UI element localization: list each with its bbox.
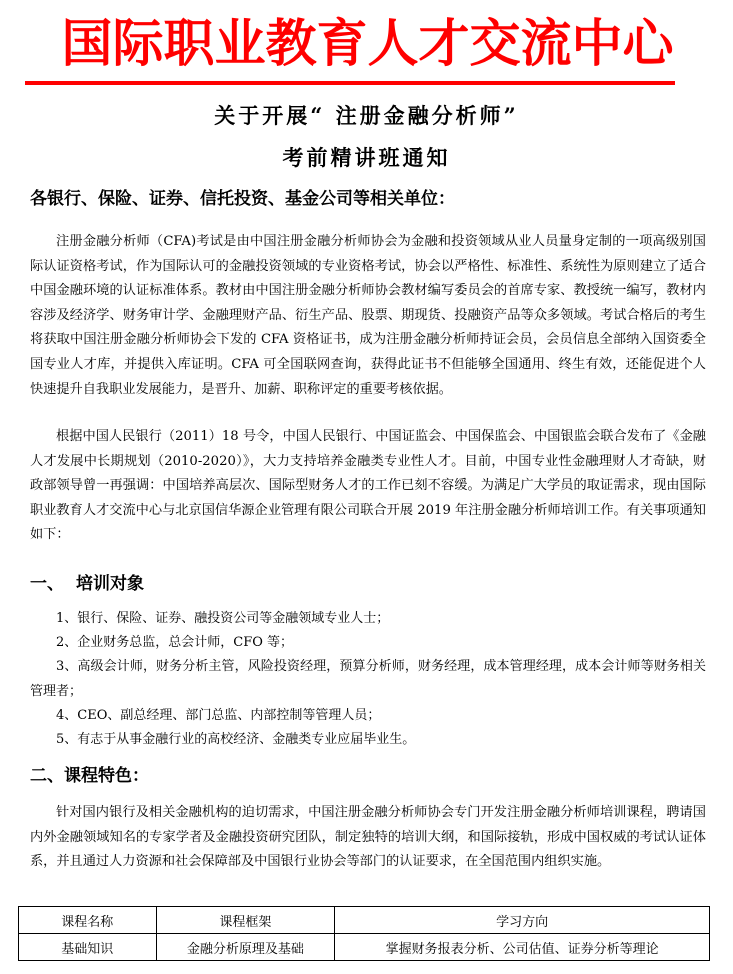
- course-table: [18, 906, 710, 961]
- header: [0, 14, 733, 76]
- paragraph-cfa-intro: 注册金融分析师（CFA)考试是由中国注册金融分析师协会为金融和投资领域从业人员量身定制的一项高级别国际认证资格考试，作为国际认可的金融投资领域的专业资格考试，协会以严格性、标准性、系统性为原则建立了适合中国金融环境的认证标准体系。教材由中国注册金融分析师协会教材编写委员会的首席专家、教授统一编写，教材内容涉及经济学、财务审计学、金融理财产品、衍生产品、股票、期现货、投融资产品等众多领域。考试合格后的考生将获取中国注册金融分析师协会下发的 CFA 资格证书，成为注册金融分析师持证会员，会员信息全部纳入国资委全国专业人才库，并提供入库证明。CFA 可全国联网查询，获得此证书不但能够全国通用、终生有效，还能促进个人快速提升自我职业发展能力，是晋升、加薪、职称评定的重要考核依据。: [30, 234, 706, 397]
- table-header-cell: 学习方向: [335, 907, 710, 934]
- table-header-cell: 课程框架: [156, 907, 335, 934]
- paragraph-background: 根据中国人民银行（2011）18 号令，中国人民银行、中国证监会、中国保监会、中国银监会联合发布了《金融人才发展中长期规划（2010-2020）》，大力支持培养金融类专业性人才。目前，中国专业性金融理财人才奇缺，财政部领导曾一再强调：中国培养高层次、国际型财务人才的工作已刻不容缓。为满足广大学员的取证需求，现由国际职业教育人才交流中心与北京国信华源企业管理有限公司联合开展 2019 年注册金融分析师培训工作。有关事项通知如下：: [30, 429, 706, 543]
- salutation: 各银行、保险、证券、信托投资、基金公司等相关单位：: [30, 189, 455, 209]
- section-heading-course-features: 二、课程特色：: [30, 766, 149, 786]
- training-target-list: [30, 607, 706, 752]
- list-item: 1、银行、保险、证券、融投资公司等金融领域专业人士；: [56, 611, 390, 626]
- notice-title-line2: 考前精讲班通知: [282, 145, 451, 170]
- table-row: [19, 934, 710, 961]
- table-cell: 金融分析原理及基础: [156, 934, 335, 961]
- section-number: 一、: [30, 574, 64, 594]
- notice-title-line1: 关于开展“ 注册金融分析师”: [214, 103, 519, 128]
- red-divider: [25, 81, 675, 85]
- table-header-cell: 课程名称: [19, 907, 157, 934]
- paragraph-course-features: 针对国内银行及相关金融机构的迫切需求，中国注册金融分析师协会专门开发注册金融分析师培训课程，聘请国内外金融领域知名的专家学者及金融投资研究团队，制定独特的培训大纲，和国际接轨，形成中国权威的考试认证体系，并且通过人力资源和社会保障部及中国银行业协会等部门的认证要求，在全国范围内组织实施。: [30, 805, 706, 870]
- list-item: 5、有志于从事金融行业的高校经济、金融类专业应届毕业生。: [56, 732, 416, 748]
- section-heading-training-target: [30, 571, 144, 597]
- list-item: 4、CEO、副总经理、部门总监、内部控制等管理人员；: [56, 707, 381, 723]
- org-title: 国际职业教育人才交流中心: [61, 15, 674, 74]
- list-item: 3、高级会计师，财务分析主管，风险投资经理，预算分析师，财务经理，成本管理经理，成本会计师等财务相关管理者；: [30, 659, 706, 699]
- section-title: 培训对象: [76, 574, 144, 594]
- list-item: 2、企业财务总监，总会计师，CFO 等；: [56, 635, 294, 651]
- table-cell: 基础知识: [19, 934, 157, 961]
- table-cell: 掌握财务报表分析、公司估值、证券分析等理论: [335, 934, 710, 961]
- table-header-row: [19, 907, 710, 934]
